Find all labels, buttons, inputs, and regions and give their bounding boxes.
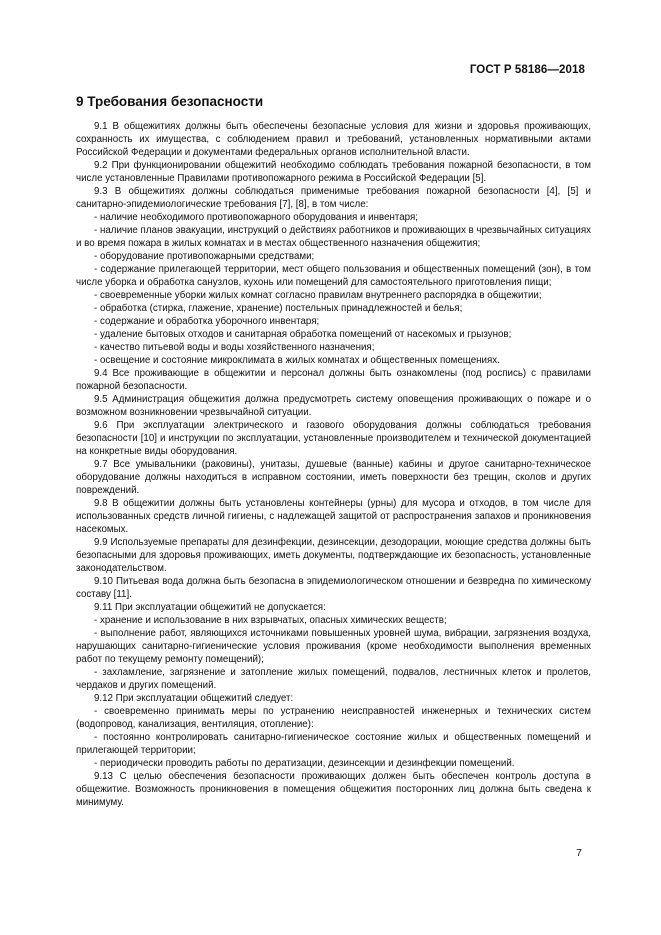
list-item: - захламление, загрязнение и затопление жилых помещений, подвалов, лестничных клеток и пролетов, чердаков и других помещений. xyxy=(76,667,591,691)
paragraph-9-11: 9.11 При эксплуатации общежитий не допускается: xyxy=(94,602,326,613)
paragraph-9-13: 9.13 С целью обеспечения безопасности проживающих должен быть обеспечен контроль доступа в общежитие. Возможность проникновения в помещения общежития посторонних лиц должна быть сведена к минимуму. xyxy=(76,771,591,808)
list-item: - своевременно принимать меры по устранению неисправностей инженерных и технических систем (водопровод, канализация, вентиляция, отопление): xyxy=(76,706,591,730)
list-item: - постоянно контролировать санитарно-гигиеническое состояние жилых и общественных помещений и прилегающей территории; xyxy=(76,732,591,756)
section-body xyxy=(76,120,591,809)
paragraph-9-12: 9.12 При эксплуатации общежитий следует: xyxy=(94,693,294,704)
paragraph-9-2: 9.2 При функционировании общежитий необходимо соблюдать требования пожарной безопасности, в том числе установленные Правилами противопожарного режима в Российской Федерации [5]. xyxy=(76,160,591,184)
list-item: - наличие планов эвакуации, инструкций о действиях работников и проживающих в чрезвычайных ситуациях и во время пожара в жилых комнатах и в местах общественного назначения общежития; xyxy=(76,225,591,249)
paragraph-9-9: 9.9 Используемые препараты для дезинфекции, дезинсекции, дезодорации, моющие средства должны быть безопасными для здоровья проживающих, иметь документы, подтверждающие их безопасность, установленные законодательством. xyxy=(76,537,591,574)
list-item: - хранение и использование в них взрывчатых, опасных химических веществ; xyxy=(94,615,447,626)
list-item: - выполнение работ, являющихся источниками повышенных уровней шума, вибрации, загрязнения воздуха, нарушающих санитарно-гигиенические условия проживания (кроме необходимости выполнения временных работ по текущему ремонту помещений); xyxy=(76,628,591,665)
paragraph-9-4: 9.4 Все проживающие в общежитии и персонал должны быть ознакомлены (под роспись) с правилами пожарной безопасности. xyxy=(76,368,591,392)
paragraph-9-7: 9.7 Все умывальники (раковины), унитазы, душевые (ванные) кабины и другое санитарно-техническое оборудование должны находиться в исправном состоянии, иметь поверхности без трещин, сколов и других повреждений. xyxy=(76,459,591,496)
paragraph-9-1: 9.1 В общежитиях должны быть обеспечены безопасные условия для жизни и здоровья проживающих, сохранность их имущества, с соблюдением правил и требований, установленных нормативными актами Российской Федерации и документами федеральных органов исполнительной власти. xyxy=(76,121,591,158)
list-item: - периодически проводить работы по дератизации, дезинсекции и дезинфекции помещений. xyxy=(94,758,515,769)
list-item: - своевременные уборки жилых комнат согласно правилам внутреннего распорядка в общежитии; xyxy=(94,290,542,301)
list-item: - качество питьевой воды и воды хозяйственного назначения; xyxy=(94,342,375,353)
list-item: - удаление бытовых отходов и санитарная обработка помещений от насекомых и грызунов; xyxy=(94,329,512,340)
paragraph-9-5: 9.5 Администрация общежития должна предусмотреть систему оповещения проживающих о пожаре и о возможном возникновении чрезвычайной ситуации. xyxy=(76,394,591,418)
section-title: 9 Требования безопасности xyxy=(76,94,264,109)
paragraph-9-8: 9.8 В общежитии должны быть установлены контейнеры (урны) для мусора и отходов, в том числе для использованных средств личной гигиены, с надлежащей защитой от распространения запахов и проникновения насекомых. xyxy=(76,498,591,535)
list-item: - оборудование противопожарными средствами; xyxy=(94,251,315,262)
page-number: 7 xyxy=(576,847,582,859)
paragraph-9-6: 9.6 При эксплуатации электрического и газового оборудования должны соблюдаться требования безопасности [10] и инструкции по эксплуатации, установленные производителем и технической документацией на конкретные виды оборудования. xyxy=(76,420,591,457)
list-item: - обработка (стирка, глажение, хранение) постельных принадлежностей и белья; xyxy=(94,303,463,314)
document-id: ГОСТ Р 58186—2018 xyxy=(469,64,585,76)
paragraph-9-3: 9.3 В общежитиях должны соблюдаться применимые требования пожарной безопасности [4], [5] и санитарно-эпидемиологические требования [7], [8], в том числе: xyxy=(76,186,591,210)
paragraph-9-10: 9.10 Питьевая вода должна быть безопасна в эпидемиологическом отношении и безвредна по химическому составу [11]. xyxy=(76,576,591,600)
list-item: - наличие необходимого противопожарного оборудования и инвентаря; xyxy=(94,212,418,223)
list-item: - содержание и обработка уборочного инвентаря; xyxy=(94,316,320,327)
list-item: - освещение и состояние микроклимата в жилых комнатах и общественных помещениях. xyxy=(94,355,500,366)
list-item: - содержание прилегающей территории, мест общего пользования и общественных помещений (зон), в том числе уборка и обработка санузлов, кухонь или помещений для самостоятельного приготовления пищи; xyxy=(76,264,591,288)
